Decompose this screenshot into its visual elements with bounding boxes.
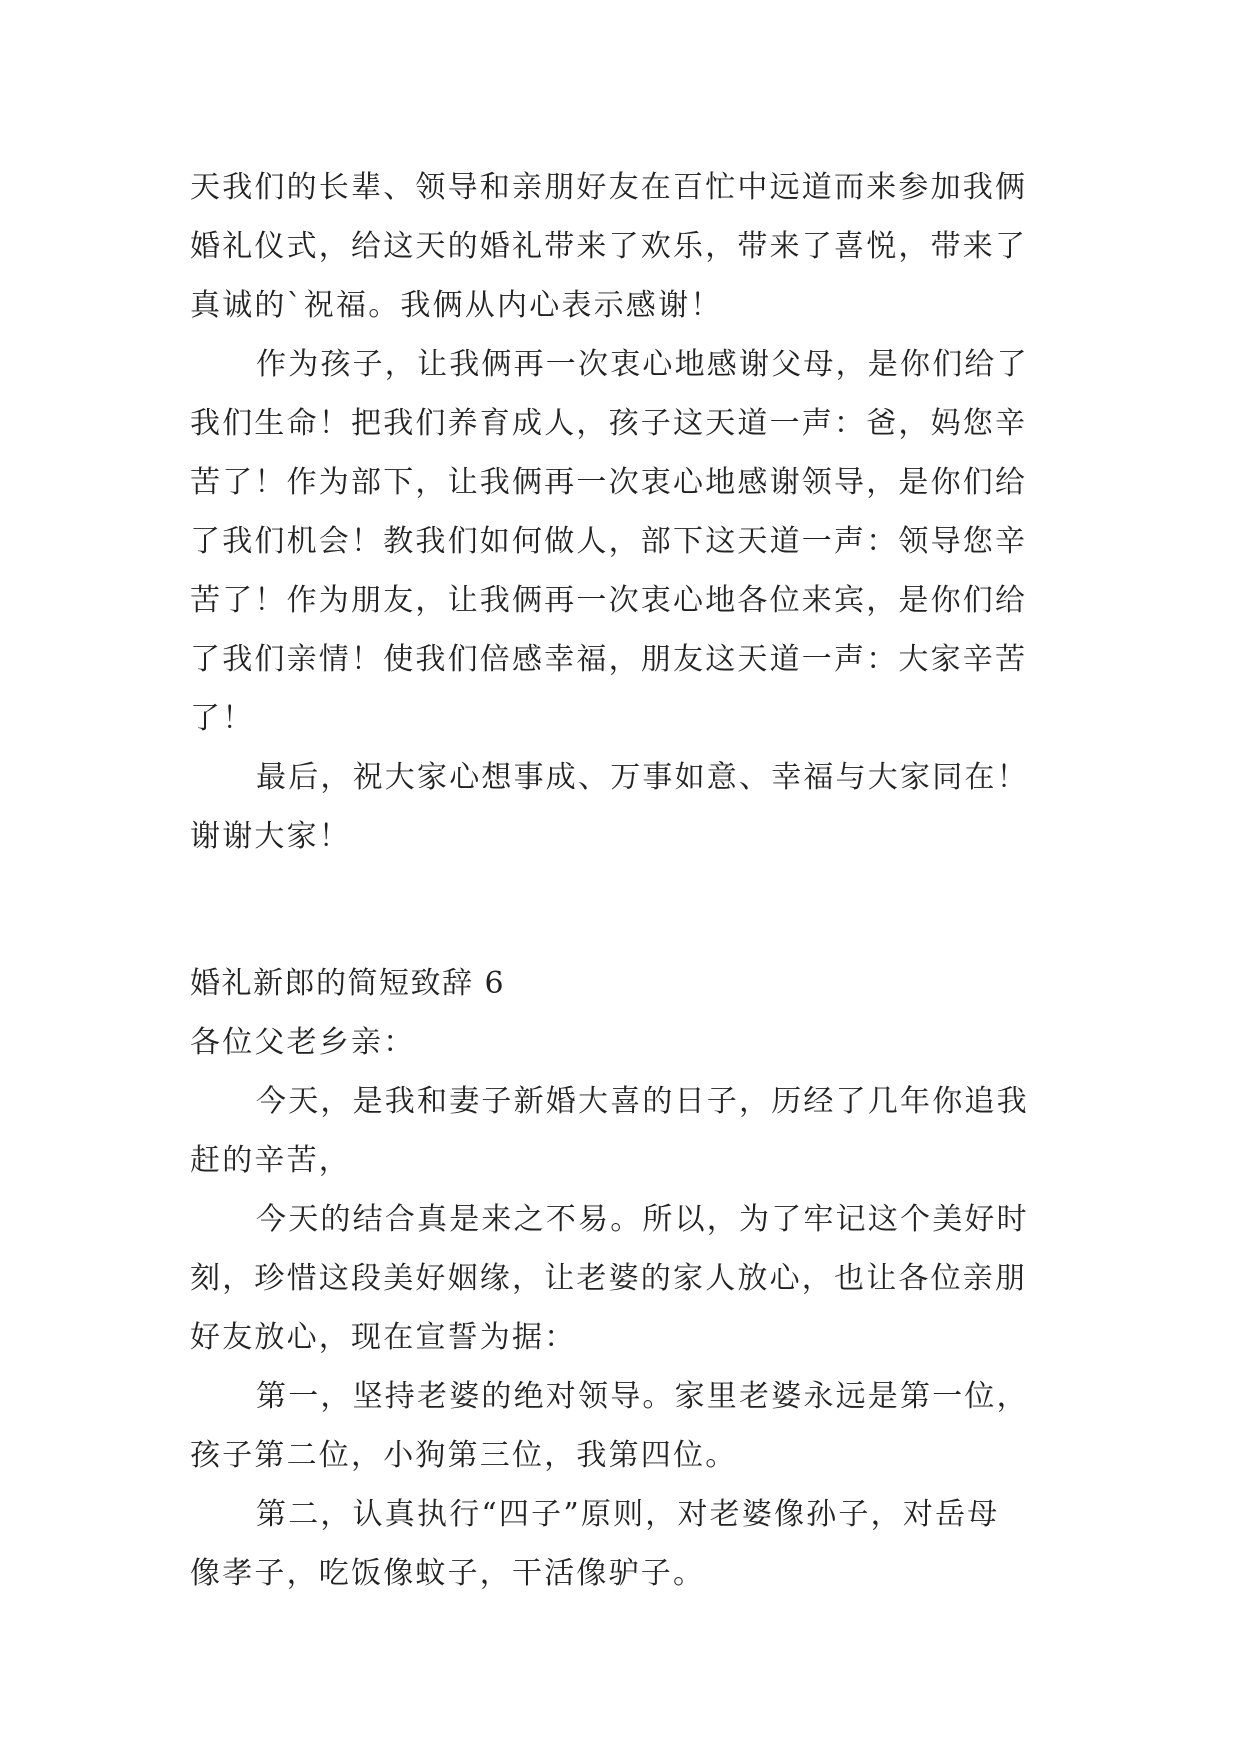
paragraph-oath-second [190,1485,1090,1603]
text-line: 天我们的长辈、领导和亲朋好友在百忙中远道而来参加我俩 [190,170,1028,205]
text-line: 作为孩子，让我俩再一次衷心地感谢父母，是你们给了 [256,347,1029,382]
text-line: 孩子第二位，小狗第三位，我第四位。 [190,1438,738,1473]
text-line: 赶的辛苦， [190,1143,351,1178]
text-line: 了我们亲情！使我们倍感幸福，朋友这天道一声：大家辛苦 [190,642,1028,677]
paragraph-oath-intro [190,1190,1090,1367]
section-spacer [190,866,1090,954]
text-line: 第二，认真执行“四子”原则，对老婆像孙子，对岳母 [256,1497,1000,1532]
text-line: 苦了！作为部下，让我俩再一次衷心地感谢领导，是你们给 [190,465,1028,500]
text-line: 谢谢大家！ [190,819,351,854]
section-title: 婚礼新郎的简短致辞 6 [190,966,506,1001]
paragraph-thanks-guests [190,158,1090,335]
paragraph-wedding-day [190,1072,1090,1190]
text-line: 了！ [190,701,255,736]
text-line: 像孝子，吃饭像蚊子，干活像驴子。 [190,1556,706,1591]
text-line: 了我们机会！教我们如何做人，部下这天道一声：领导您辛 [190,524,1028,559]
paragraph-oath-first [190,1367,1090,1485]
text-line: 好友放心，现在宣誓为据： [190,1320,577,1355]
text-line: 婚礼仪式，给这天的婚礼带来了欢乐，带来了喜悦，带来了 [190,229,1028,264]
document-page [190,158,1090,1603]
text-line: 苦了！作为朋友，让我俩再一次衷心地各位来宾，是你们给 [190,583,1028,618]
text-line: 真诚的`祝福。我俩从内心表示感谢！ [190,288,723,323]
text-line: 最后，祝大家心想事成、万事如意、幸福与大家同在！ [256,760,1029,795]
text-line: 第一，坚持老婆的绝对领导。家里老婆永远是第一位， [256,1379,1029,1414]
paragraph-thanks-parents [190,335,1090,748]
text-line: 今天，是我和妻子新婚大喜的日子，历经了几年你追我 [256,1084,1029,1119]
paragraph-closing-wishes [190,748,1090,866]
text-line: 今天的结合真是来之不易。所以，为了牢记这个美好时 [256,1202,1029,1237]
text-line: 我们生命！把我们养育成人，孩子这天道一声：爸，妈您辛 [190,406,1028,441]
text-line: 刻，珍惜这段美好姻缘，让老婆的家人放心，也让各位亲朋 [190,1261,1028,1296]
greeting-line: 各位父老乡亲： [190,1025,416,1060]
